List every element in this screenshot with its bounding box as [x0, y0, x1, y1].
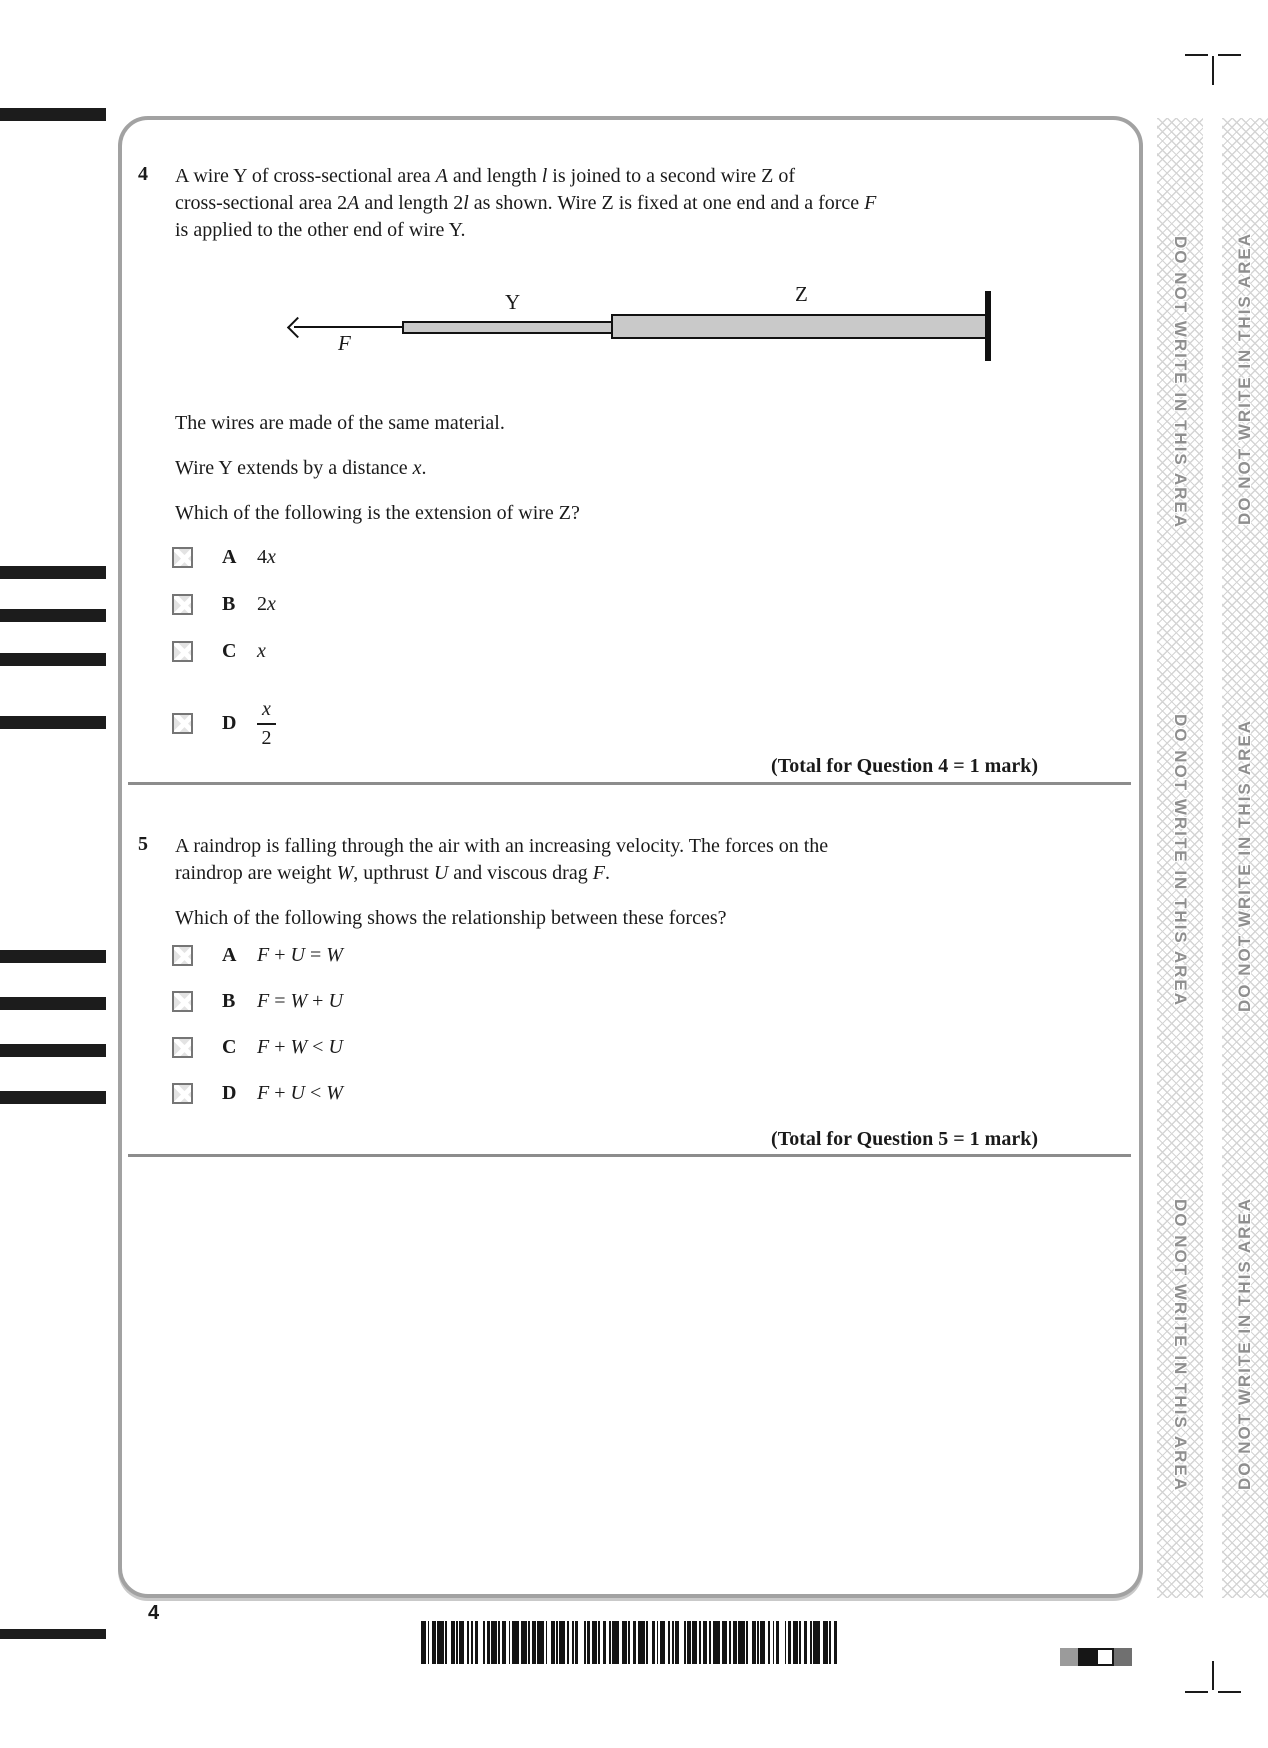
question-4-number: 4	[138, 163, 148, 185]
question-5-number: 5	[138, 833, 148, 855]
question-5-stem-line: raindrop are weight W, upthrust U and viscous drag F.	[175, 862, 610, 884]
crop-mark-top-right	[1218, 54, 1241, 56]
answer-checkbox-icon[interactable]	[172, 713, 193, 734]
wire-y	[402, 321, 613, 334]
page-number: 4	[148, 1602, 160, 1624]
answer-checkbox-icon[interactable]	[172, 945, 193, 966]
registration-square	[1078, 1648, 1096, 1666]
q5-option-row	[172, 991, 343, 1012]
question-4-stem-line: cross-sectional area 2A and length 2l as shown. Wire Z is fixed at one end and a force F	[175, 192, 877, 214]
answer-checkbox-icon[interactable]	[172, 1037, 193, 1058]
option-value: F + U = W	[257, 944, 343, 966]
option-letter: D	[222, 1082, 237, 1104]
binding-mark	[0, 997, 106, 1010]
option-value: F + U < W	[257, 1082, 343, 1104]
option-value: F + W < U	[257, 1036, 343, 1058]
wire-z	[611, 314, 988, 339]
option-value: x	[257, 640, 266, 662]
crop-mark-bottom-right	[1185, 1691, 1208, 1693]
binding-mark	[0, 566, 106, 579]
registration-square	[1060, 1648, 1078, 1666]
binding-mark	[0, 108, 106, 121]
answer-checkbox-icon[interactable]	[172, 641, 193, 662]
option-value: $\frac{x}{2}$	[257, 698, 276, 749]
question-4-note: The wires are made of the same material.	[175, 412, 505, 434]
do-not-write-band	[1157, 118, 1203, 1598]
do-not-write-text: DO NOT WRITE IN THIS AREA	[1235, 718, 1254, 1012]
section-divider	[128, 1154, 1131, 1157]
do-not-write-band	[1222, 118, 1268, 1598]
q4-option-row	[172, 547, 276, 568]
option-letter: A	[222, 944, 237, 966]
option-letter: C	[222, 640, 237, 662]
answer-checkbox-icon[interactable]	[172, 1083, 193, 1104]
q5-option-row	[172, 1083, 343, 1104]
q4-option-row	[172, 594, 276, 615]
crop-mark-bottom-right	[1218, 1691, 1241, 1693]
question-4-note: Wire Y extends by a distance x.	[175, 457, 427, 479]
crop-mark-bottom-right	[1212, 1661, 1214, 1690]
crop-mark-top-right	[1185, 54, 1208, 56]
q4-option-row	[172, 696, 276, 750]
binding-mark	[0, 1629, 106, 1639]
option-letter: B	[222, 593, 236, 615]
barcode	[421, 1621, 841, 1664]
binding-mark	[0, 1091, 106, 1104]
q5-total-marks: (Total for Question 5 = 1 mark)	[771, 1128, 1038, 1150]
question-4-stem-line: A wire Y of cross-sectional area A and length l is joined to a second wire Z of	[175, 165, 796, 187]
force-f-label: F	[338, 331, 351, 355]
do-not-write-text: DO NOT WRITE IN THIS AREA	[1235, 231, 1254, 525]
force-arrow-line	[294, 326, 404, 328]
registration-square	[1096, 1648, 1114, 1666]
do-not-write-text: DO NOT WRITE IN THIS AREA	[1171, 1199, 1190, 1493]
answer-checkbox-icon[interactable]	[172, 594, 193, 615]
option-letter: A	[222, 546, 237, 568]
option-value: 4x	[257, 546, 276, 568]
registration-square	[1114, 1648, 1132, 1666]
binding-mark	[0, 716, 106, 729]
question-4-note: Which of the following is the extension of wire Z?	[175, 502, 580, 524]
question-4-stem-line: is applied to the other end of wire Y.	[175, 219, 466, 241]
do-not-write-text: DO NOT WRITE IN THIS AREA	[1171, 714, 1190, 1008]
binding-mark	[0, 950, 106, 963]
q4-total-marks: (Total for Question 4 = 1 mark)	[771, 755, 1038, 777]
crop-mark-top-right	[1212, 56, 1214, 85]
option-value: F = W + U	[257, 990, 343, 1012]
option-value: 2x	[257, 593, 276, 615]
option-letter: B	[222, 990, 236, 1012]
option-letter: D	[222, 711, 237, 734]
fixed-wall	[985, 291, 991, 361]
binding-mark	[0, 609, 106, 622]
do-not-write-text: DO NOT WRITE IN THIS AREA	[1235, 1196, 1254, 1490]
registration-marks	[1060, 1648, 1132, 1666]
answer-checkbox-icon[interactable]	[172, 991, 193, 1012]
q5-option-row	[172, 1037, 343, 1058]
do-not-write-text: DO NOT WRITE IN THIS AREA	[1171, 236, 1190, 530]
binding-mark	[0, 1044, 106, 1057]
option-letter: C	[222, 1036, 237, 1058]
answer-checkbox-icon[interactable]	[172, 547, 193, 568]
question-5-stem-line: A raindrop is falling through the air with an increasing velocity. The forces on the	[175, 835, 829, 857]
wire-z-label: Z	[795, 282, 808, 306]
q5-option-row	[172, 945, 343, 966]
q4-option-row	[172, 641, 266, 662]
wire-y-label: Y	[505, 290, 521, 314]
section-divider	[128, 782, 1131, 785]
binding-mark	[0, 653, 106, 666]
question-5-question-line: Which of the following shows the relationship between these forces?	[175, 907, 727, 929]
